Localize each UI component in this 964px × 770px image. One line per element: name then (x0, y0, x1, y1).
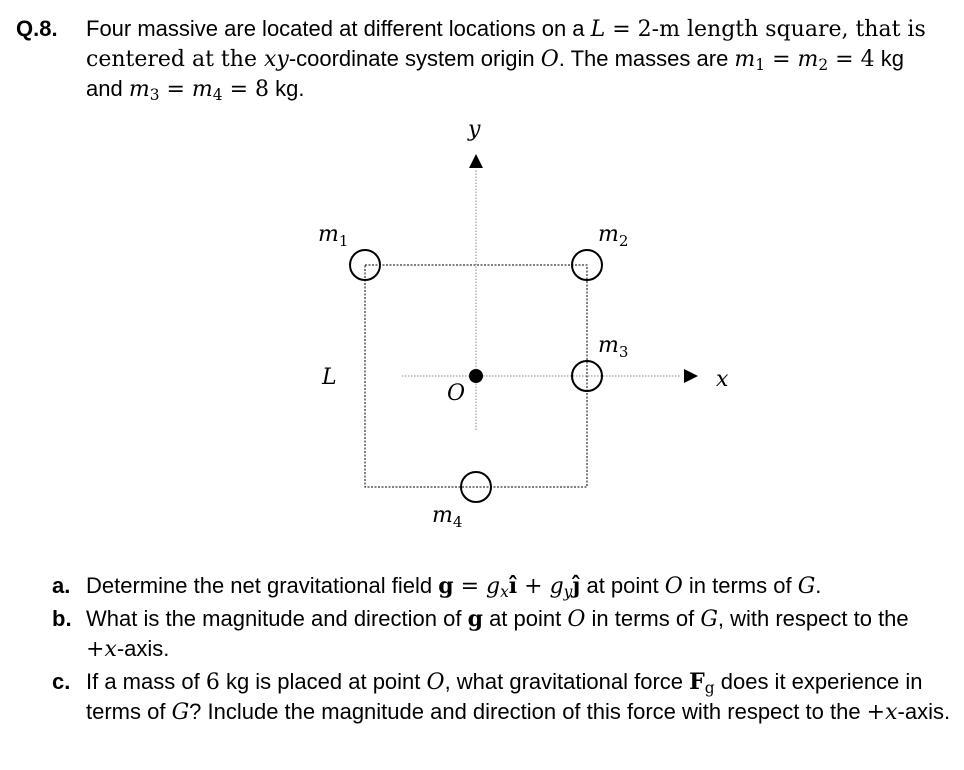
origin-point (469, 369, 483, 383)
m1-label (318, 222, 348, 250)
symbol-O: O (426, 670, 445, 695)
m2-label (598, 222, 628, 250)
unit-vector-j: ĵ (572, 573, 581, 599)
part-a (52, 571, 952, 601)
symbol-m1: m (734, 47, 756, 72)
subscript-x: x (500, 582, 509, 601)
unit-vector-i: î (508, 573, 518, 599)
part-label: b. (52, 606, 72, 631)
subscript-3: 3 (149, 85, 160, 104)
symbol-G: G (797, 574, 816, 599)
question-text-part: kg. (269, 76, 305, 101)
vector-F: F (689, 669, 705, 695)
part-text: -axis. (897, 699, 951, 724)
symbol-m2: m (797, 47, 819, 72)
question-text-part: kg and (86, 46, 904, 101)
m3-subscript: 3 (618, 343, 629, 361)
equals: = (765, 47, 798, 72)
part-text: at point (482, 606, 568, 631)
subscript-4: 4 (212, 85, 223, 104)
part-text: , what gravitational force (444, 669, 690, 694)
subscript-2: 2 (818, 55, 829, 74)
symbol-xy: xy (263, 47, 289, 72)
equals: = (159, 77, 192, 102)
part-text: kg is placed at point (219, 669, 427, 694)
m1-subscript: 1 (338, 232, 349, 250)
part-text: does it experience in terms of (86, 669, 923, 724)
plus: + (517, 574, 550, 599)
part-b (52, 604, 952, 664)
side-length-label: L (322, 365, 337, 390)
m3-label (598, 333, 628, 361)
symbol-m4: m (191, 77, 213, 102)
m4-subscript: 4 (452, 513, 463, 531)
part-text: -axis. (116, 636, 170, 661)
part-label: c. (52, 669, 71, 694)
part-text: If a mass of (86, 669, 206, 694)
symbol-x: x (104, 637, 117, 662)
part-text: at point (580, 573, 665, 598)
m2-symbol: m (598, 222, 619, 247)
part-text: What is the magnitude and direction of (86, 606, 468, 631)
symbol-O: O (567, 607, 586, 632)
symbol-m3: m (128, 77, 150, 102)
y-axis-arrow-icon (469, 154, 483, 168)
part-text: , with respect to the (717, 606, 909, 631)
symbol-x: x (885, 700, 898, 725)
question-text-part: = 2-m length square, that is centered at the (86, 17, 926, 72)
subscript-g: g (704, 678, 715, 697)
m4-label (432, 503, 462, 531)
mass-value: 6 (205, 670, 220, 695)
symbol-gy: g (549, 574, 564, 599)
value-4: = 4 (828, 47, 875, 72)
y-axis-label: y (468, 117, 481, 142)
m4-symbol: m (432, 503, 453, 528)
part-text: ? Include the magnitude and direction of this force with respect to the (189, 699, 867, 724)
origin-label: O (447, 381, 466, 406)
vector-g: g (467, 606, 483, 632)
equals: = (453, 574, 487, 599)
question-text-part: Four massive are located at different locations on a (86, 16, 591, 41)
part-text: Determine the net gravitational field (86, 573, 439, 598)
value-8: = 8 (222, 77, 270, 102)
m3-symbol: m (598, 333, 619, 358)
plus: + (86, 637, 105, 662)
symbol-G: G (700, 607, 718, 632)
x-axis-label: x (716, 367, 729, 392)
part-text: in terms of (682, 573, 798, 598)
part-c (52, 667, 952, 727)
symbol-O: O (664, 574, 683, 599)
plus: + (866, 700, 886, 725)
part-text: . (815, 573, 822, 598)
subscript-y: y (563, 582, 573, 601)
m2-subscript: 2 (618, 232, 629, 250)
x-axis-arrow-icon (684, 369, 698, 383)
symbol-O: O (540, 47, 559, 72)
subscript-1: 1 (755, 55, 766, 74)
m1-symbol: m (318, 222, 339, 247)
question-text-part: . The masses are (558, 46, 735, 71)
question-number: Q.8. (16, 16, 58, 41)
part-label: a. (52, 573, 71, 598)
question-text-part: -coordinate system origin (288, 46, 541, 71)
symbol-L: L (590, 17, 606, 42)
symbol-G: G (171, 700, 190, 725)
vector-g: g (438, 573, 454, 599)
symbol-gx: g (486, 574, 501, 599)
part-text: in terms of (585, 606, 701, 631)
question-parts (52, 571, 952, 730)
